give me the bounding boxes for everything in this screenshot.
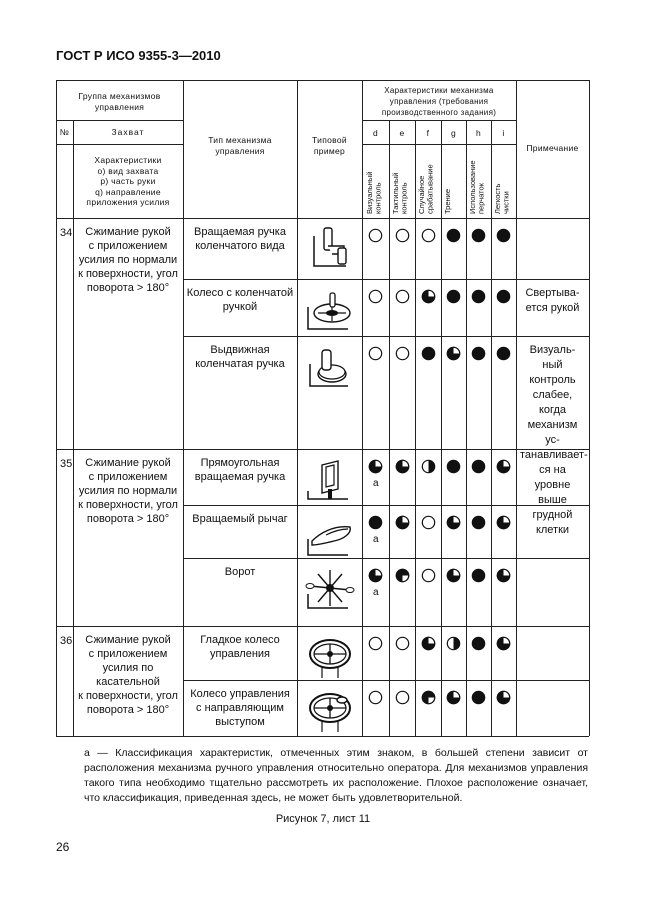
rating-empty-icon	[395, 289, 410, 304]
footnote-mark-a: а	[373, 534, 379, 545]
mechanism-characteristics-header: Характеристики механизма управления (требования производственного задания)	[381, 86, 497, 117]
rating-full-icon	[421, 346, 436, 361]
header-bottom-rule	[56, 218, 589, 219]
column-rule	[389, 120, 390, 736]
column-rule	[415, 120, 416, 736]
header-rule	[56, 144, 183, 145]
rating-three-quarter-icon	[368, 568, 383, 583]
rating-full-icon	[471, 690, 486, 705]
header-rule	[362, 120, 516, 121]
rating-three-quarter-icon	[395, 515, 410, 530]
table-border-bottom	[56, 736, 589, 737]
group-rule	[56, 626, 589, 627]
column-rule	[362, 80, 363, 736]
rating-full-icon	[446, 289, 461, 304]
rating-three-quarter-icon	[446, 515, 461, 530]
mechanism-name: Вращаемая ручка коленчатого вида	[194, 226, 286, 252]
rating-empty-icon	[368, 289, 383, 304]
rating-empty-icon	[368, 636, 383, 651]
rating-full-icon	[471, 515, 486, 530]
rating-empty-icon	[421, 515, 436, 530]
rating-full-icon	[496, 289, 511, 304]
group-rule	[56, 449, 589, 450]
rating-three-quarter-icon	[496, 636, 511, 651]
column-rule	[297, 80, 298, 736]
column-rule	[183, 80, 184, 736]
column-label-d: Визуальный контроль	[364, 171, 382, 214]
rotary-lever-icon	[304, 511, 356, 559]
rating-three-quarter-icon	[496, 690, 511, 705]
rating-three-quarter-icon	[496, 568, 511, 583]
rating-half-icon	[421, 459, 436, 474]
rating-full-icon	[471, 568, 486, 583]
table-border-top	[56, 80, 589, 81]
rating-full-icon	[496, 346, 511, 361]
rating-empty-icon	[395, 346, 410, 361]
group-number: 34	[60, 227, 73, 239]
rating-empty-icon	[421, 228, 436, 243]
rating-empty-icon	[395, 690, 410, 705]
rating-three-quarter-icon	[368, 459, 383, 474]
row-rule	[183, 558, 589, 559]
row-rule	[183, 336, 589, 337]
column-rule	[441, 120, 442, 736]
table-border-right	[589, 80, 590, 736]
row-note: Свертыва- ется рукой	[525, 287, 580, 314]
rating-full-icon	[496, 228, 511, 243]
column-rule	[516, 80, 517, 736]
capstan-icon	[304, 564, 356, 612]
rating-three-quarter-icon	[421, 636, 436, 651]
rating-empty-icon	[421, 568, 436, 583]
example-header: Типовой пример	[312, 135, 347, 156]
row-note: Визуаль- ный контроль слабее, когда механизм ус- танавливает- ся на уровне выше грудной клетки	[520, 344, 588, 536]
column-label-e: Тактильный контроль	[391, 172, 409, 214]
mechanism-name: Колесо с коленчатой ручкой	[186, 287, 294, 313]
smooth-wheel-icon	[304, 632, 356, 680]
column-label-f: Случайное срабатывание	[417, 164, 435, 214]
figure-caption: Рисунок 7, лист 11	[275, 813, 371, 825]
header-rule	[56, 120, 183, 121]
column-label-g: Трение	[442, 188, 452, 214]
row-rule	[183, 279, 589, 280]
column-rule	[466, 120, 467, 736]
mechanism-type-header: Тип механизма управления	[208, 135, 272, 156]
document-title: ГОСТ Р ИСО 9355-3—2010	[56, 48, 221, 63]
rating-three-quarter-icon	[496, 515, 511, 530]
rating-three-quarter-icon	[395, 459, 410, 474]
rating-full-icon	[368, 515, 383, 530]
rating-quarter-icon	[395, 568, 410, 583]
column-letter-f: f	[426, 128, 430, 138]
mechanism-name: Вращаемый рычаг	[192, 513, 288, 525]
mechanism-name: Выдвижная коленчатая ручка	[195, 344, 285, 370]
retractable-crank-icon	[304, 342, 356, 390]
column-rule	[491, 120, 492, 736]
rating-three-quarter-icon	[421, 289, 436, 304]
rating-half-icon	[446, 636, 461, 651]
column-letter-h: h	[475, 128, 482, 138]
footnote-mark-a: а	[373, 478, 379, 489]
rating-empty-icon	[368, 228, 383, 243]
column-letter-e: e	[399, 128, 405, 138]
header-rule	[362, 144, 516, 145]
mechanism-name: Прямоугольная вращаемая ручка	[194, 457, 286, 483]
knob-wheel-icon	[304, 686, 356, 734]
page-number: 26	[56, 840, 70, 854]
rectangular-handle-icon	[304, 455, 356, 503]
rating-full-icon	[446, 228, 461, 243]
row-rule	[183, 680, 589, 681]
rating-full-icon	[471, 228, 486, 243]
group-header: Группа механизмов управления	[78, 91, 161, 112]
column-letter-i: i	[502, 128, 505, 138]
crank-handle-icon	[304, 224, 356, 272]
column-label-i: Легкость чистки	[492, 183, 510, 214]
column-label-h: Использование перчаток	[467, 160, 485, 214]
mechanism-name: Ворот	[224, 566, 256, 578]
footnote: а — Классификация характеристик, отмеченных этим знаком, в большей степени зависит от расположения механизма ручного управления относительно оператора. Для механизмов управления такого типа необходимо тщательно рассмотреть их расположение. Плохое расположение означает, что классификация, приведенная здесь, не может быть удовлетворительной.	[84, 747, 588, 804]
column-letter-d: d	[372, 128, 379, 138]
number-header: №	[59, 127, 70, 137]
grip-description: Сжимание рукой с приложением усилия по нормали к поверхности, угол поворота > 180°	[78, 457, 178, 525]
grip-header: Захват	[111, 127, 145, 137]
table-border-left	[56, 80, 57, 736]
rating-full-icon	[471, 636, 486, 651]
rating-full-icon	[471, 289, 486, 304]
rating-full-icon	[471, 346, 486, 361]
column-letter-g: g	[450, 128, 457, 138]
rating-three-quarter-icon	[446, 568, 461, 583]
note-header: Примечание	[526, 143, 579, 153]
grip-description: Сжимание рукой с приложением усилия по касательной к поверхности, угол поворота > 180°	[78, 634, 178, 716]
group-number: 35	[60, 458, 73, 470]
rating-empty-icon	[395, 636, 410, 651]
rating-empty-icon	[395, 228, 410, 243]
rating-empty-icon	[368, 690, 383, 705]
rating-three-quarter-icon	[446, 346, 461, 361]
rating-three-quarter-icon	[496, 459, 511, 474]
group-number: 36	[60, 635, 73, 647]
rating-three-quarter-icon	[446, 690, 461, 705]
mechanism-name: Гладкое колесо управления	[200, 634, 280, 660]
grip-description: Сжимание рукой с приложением усилия по нормали к поверхности, угол поворота > 180°	[78, 226, 178, 294]
rating-quarter-icon	[421, 690, 436, 705]
rating-empty-icon	[368, 346, 383, 361]
characteristics-header: Характеристики o) вид захвата p) часть руки q) направление приложения усилия	[86, 155, 170, 207]
mechanism-name: Колесо управления с направляющим выступом	[190, 688, 290, 728]
rating-full-icon	[471, 459, 486, 474]
rating-full-icon	[446, 459, 461, 474]
crank-wheel-icon	[304, 285, 356, 333]
footnote-mark-a: а	[373, 587, 379, 598]
